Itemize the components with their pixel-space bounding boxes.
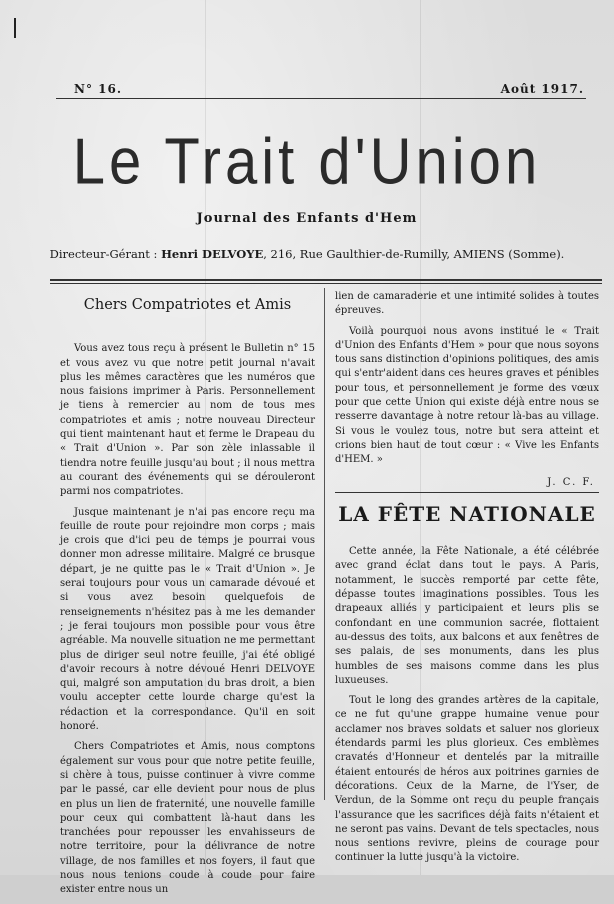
article-continuation: lien de camaraderie et une intimité solides à toutes épreuves. (335, 291, 599, 317)
fete-paragraph: Tout le long des grandes artères de la capitale, ce ne fut qu'une grappe humaine venue pour acclamer nos braves soldats et saluer nos glorieux étendards parmi les plus glorieux. Ces emblèmes cravatés d'Honneur et dentelés par la mitraille étaient entourés de héros aux poitrines garnies de décorations. Ceux de la Marne, de l'Yser, de Verdun, de la Somme ont reçu du peuple français l'assurance que les sacrifices déjà faits n'étaient et ne seront pas vains. Devant de tels spectacles, nous nous sentions revivre, pleins de courage pour continuer la lutte jusqu'à la victoire. (335, 695, 599, 864)
edge-mark (14, 18, 16, 38)
column-divider (324, 288, 325, 800)
section-rule (335, 492, 599, 493)
article-closing: Voilà pourquoi nous avons institué le « Trait d'Union des Enfants d'Hem » pour que nous soyons tous sans distinction d'opinions politiques, des amis qui s'entr'aident dans ces heures graves et pénibles pour tous, et personnellement je forme des vœux pour que cette Union qui existe déjà entre nous se resserre davantage à notre retour là-bas au village. Si vous le voulez tous, notre but sera atteint et crions bien haut de tout cœur : « Vive les Enfants d'HEM. » (335, 325, 599, 466)
article-paragraph: Vous avez tous reçu à présent le Bulletin n° 15 et vous avez vu que notre petit journal n'avait plus les mêmes caractères que les numéros que nous faisions imprimer à Paris. Personnellement je tiens à remercier au nom de tous mes compatriotes et amis ; notre nouveau Directeur qui tient maintenant haut et ferme le Drapeau du « Trait d'Union ». Par son zèle inlassable il tiendra notre feuille jusqu'au bout ; il nous mettra au courant des événements qui se dérouleront parmi nos compatriotes. (60, 343, 315, 498)
director-name: Henri DELVOYE (161, 247, 264, 261)
masthead-subtitle: Journal des Enfants d'Hem (196, 211, 418, 226)
article-paragraph: Jusque maintenant je n'ai pas encore reçu ma feuille de route pour rejoindre mon corps ; mais je crois que d'ici peu de temps je pourrai vous donner mon adresse militaire. Malgré ce brusque départ, je ne quitte pas le « Trait d'Union ». Je serai toujours pour vous un camarade dévoué et si vous avez besoin quelquefois de renseignements n'hésitez pas à me les demander ; je ferai toujours mon possible pour vous être agréable. Ma nouvelle situation ne me permettant plus de diriger seul notre feuille, j'ai été obligé d'avoir recours à notre dévoué Henri DELVOYE qui, malgré son amputation du bras droit, a bien voulu accepter cette lourde charge qu'est la rédaction et la correspondance. Qu'il en soit honoré. (60, 506, 315, 733)
left-column (60, 290, 315, 904)
director-label: Directeur-Gérant : (49, 247, 158, 261)
article-paragraph: Chers Compatriotes et Amis, nous comptons également sur vous pour que notre petite feuille, si chère à tous, puisse continuer à vivre comme par le passé, car elle devient pour nous de plus en plus un lien de fraternité, une nouvelle famille pour ceux qui combattent là-haut dans les tranchées pour repousser les envahisseurs de notre territoire, pour la délivrance de notre village, de nos familles et nos foyers, il faut que nous nous tenions coude à coude pour faire exister entre nous un (60, 741, 315, 896)
issue-number: N° 16. (74, 82, 123, 96)
director-address: , 216, Rue Gaulthier-de-Rumilly, AMIENS (Somme). (263, 247, 565, 261)
masthead-rule (50, 279, 602, 281)
article-signature: J. C. F. (547, 476, 595, 488)
right-column (335, 290, 599, 872)
fete-heading: LA FÊTE NATIONALE (338, 501, 596, 526)
issue-date: Août 1917. (500, 82, 584, 96)
fete-paragraph: Cette année, la Fête Nationale, a été célébrée avec grand éclat dans tout le pays. A Paris, notamment, le succès remporté par cette fête, dépasse toutes imaginations possibles. Tous les drapeaux alliés y participaient et leurs plis se confondant en une communion sacrée, flottaient au-dessus des toits, aux balcons et aux fenêtres de ses palais, de ses monuments, dans les plus humbles de ses maisons comme dans les plus luxueuses. (335, 546, 599, 686)
article-heading: Chers Compatriotes et Amis (83, 297, 292, 313)
header-rule (56, 98, 586, 99)
director-line (0, 247, 614, 261)
masthead-rule-thin (50, 283, 602, 284)
masthead-title: Le Trait d'Union (72, 125, 542, 198)
